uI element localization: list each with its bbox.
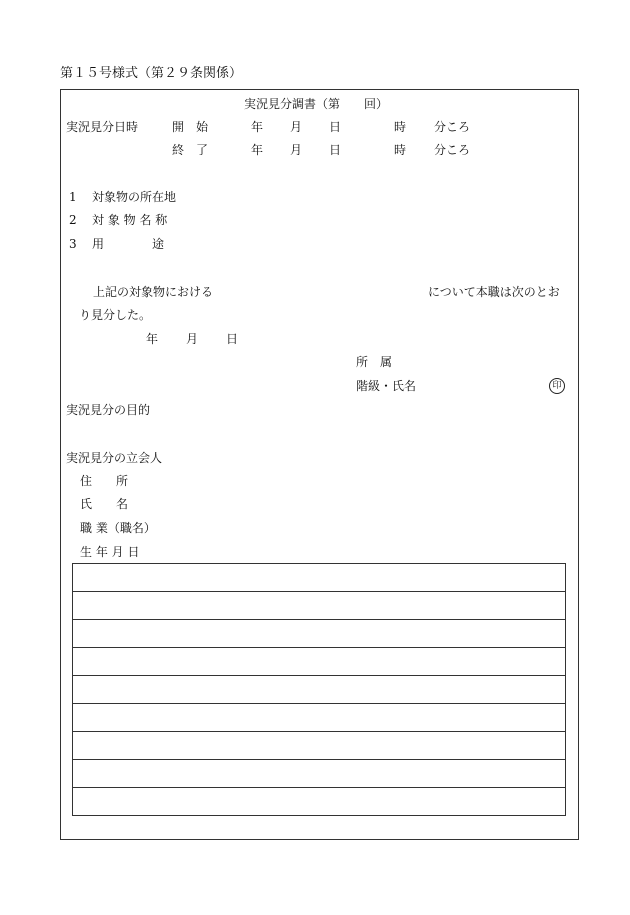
ruled-lines-table bbox=[72, 563, 566, 816]
start-minute: 分ころ bbox=[434, 120, 471, 134]
witness-header: 実況見分の立会人 bbox=[66, 451, 163, 465]
ruled-line-row[interactable] bbox=[73, 760, 565, 788]
rank-name-label: 階級・氏名 bbox=[356, 379, 417, 393]
ruled-line-row[interactable] bbox=[73, 676, 565, 704]
ruled-line-row[interactable] bbox=[73, 648, 565, 676]
form-number: 第１５号様式（第２９条関係） bbox=[60, 66, 243, 81]
end-month: 月 bbox=[290, 143, 303, 157]
item-number: 2 bbox=[69, 213, 77, 227]
statement-part3: り見分した。 bbox=[79, 308, 152, 322]
start-hour: 時 bbox=[394, 120, 407, 134]
ruled-line-row[interactable] bbox=[73, 788, 565, 816]
ruled-line-row[interactable] bbox=[73, 564, 565, 592]
witness-address-label: 住 所 bbox=[80, 474, 129, 488]
ruled-line-row[interactable] bbox=[73, 732, 565, 760]
start-year: 年 bbox=[251, 120, 264, 134]
ruled-line-row[interactable] bbox=[73, 592, 565, 620]
end-label: 終 了 bbox=[172, 143, 209, 157]
item-object-name-label: 対 象 物 名 称 bbox=[92, 213, 168, 227]
datetime-label: 実況見分日時 bbox=[66, 120, 139, 134]
end-day: 日 bbox=[329, 143, 342, 157]
purpose-label: 実況見分の目的 bbox=[66, 403, 151, 417]
statement-part2: について本職は次のとお bbox=[428, 285, 560, 299]
end-minute: 分ころ bbox=[434, 143, 471, 157]
witness-birthdate-label: 生 年 月 日 bbox=[80, 545, 140, 559]
start-month: 月 bbox=[290, 120, 303, 134]
ruled-line-row[interactable] bbox=[73, 620, 565, 648]
witness-occupation-label: 職 業（職名） bbox=[80, 521, 156, 535]
item-usage-label: 用 途 bbox=[92, 237, 165, 251]
item-number: 1 bbox=[69, 190, 77, 204]
affiliation-label: 所 属 bbox=[356, 355, 393, 369]
start-label: 開 始 bbox=[172, 120, 209, 134]
seal-mark: 印 bbox=[549, 378, 565, 394]
end-hour: 時 bbox=[394, 143, 407, 157]
date-month: 月 bbox=[186, 332, 199, 346]
witness-name-label: 氏 名 bbox=[80, 497, 129, 511]
statement-part1: 上記の対象物における bbox=[93, 285, 214, 299]
date-day: 日 bbox=[226, 332, 239, 346]
date-year: 年 bbox=[146, 332, 159, 346]
ruled-line-row[interactable] bbox=[73, 704, 565, 732]
end-year: 年 bbox=[251, 143, 264, 157]
item-location-label: 対象物の所在地 bbox=[92, 190, 177, 204]
form-title: 実況見分調書（第 回） bbox=[244, 97, 389, 111]
item-number: 3 bbox=[69, 237, 77, 251]
start-day: 日 bbox=[329, 120, 342, 134]
